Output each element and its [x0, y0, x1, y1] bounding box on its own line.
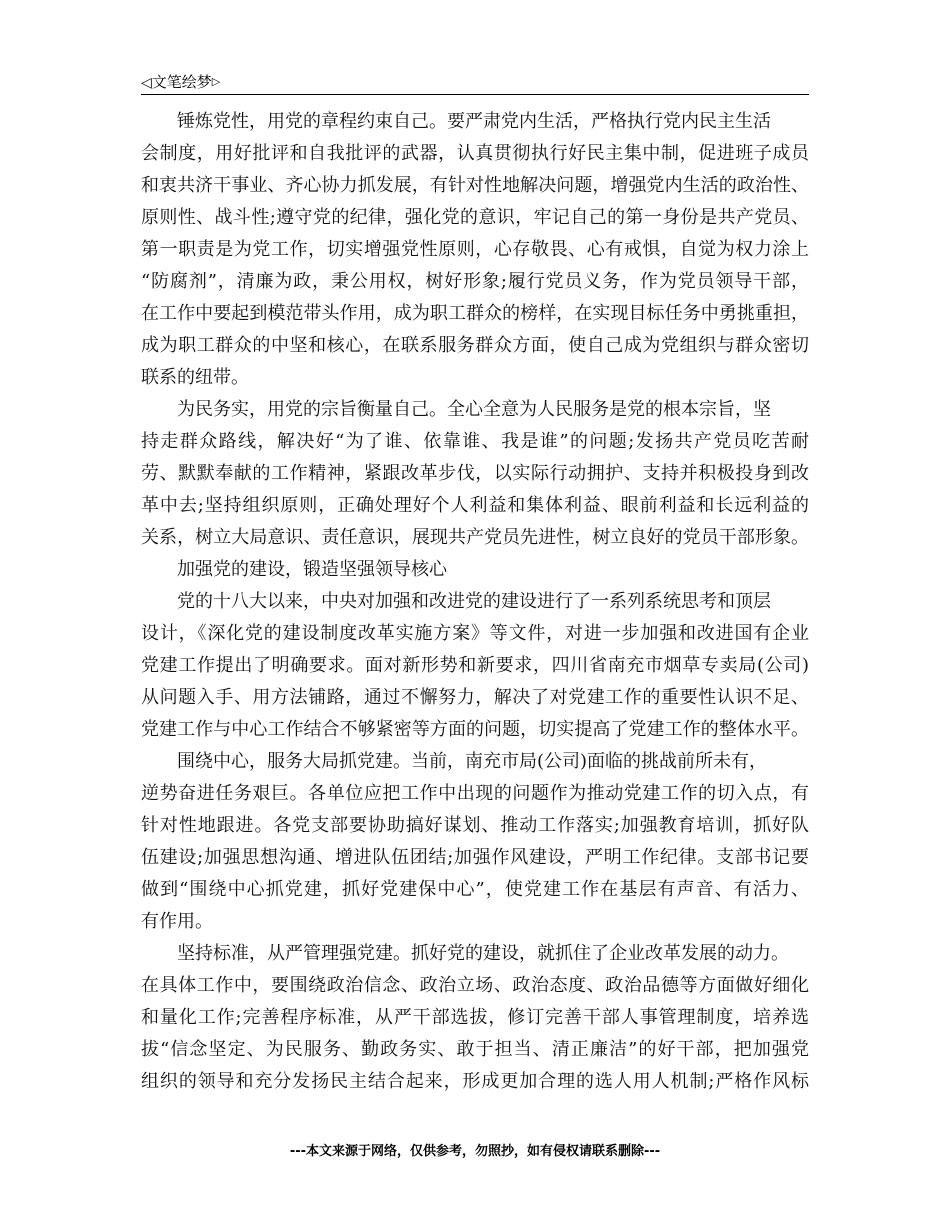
- text-line: “防腐剂”，清廉为政，秉公用权，树好形象;履行党员义务，作为党员领导干部，: [141, 271, 809, 292]
- text-line: 持走群众路线，解决好“为了谁、依靠谁、我是谁”的问题;发扬共产党员吃苦耐: [141, 431, 809, 452]
- text-line: 针对性地跟进。各党支部要协助搞好谋划、推动工作落实;加强教育培训，抓好队: [141, 815, 809, 836]
- text-line: 锤炼党性，用党的章程约束自己。要严肃党内生活，严格执行党内民主生活: [177, 111, 771, 132]
- section-heading: 加强党的建设，锻造坚强领导核心: [177, 559, 447, 580]
- text-line: 和量化工作;完善程序标准，从严干部选拔，修订完善干部人事管理制度，培养选: [141, 1007, 809, 1028]
- text-line: 设计，《深化党的建设制度改革实施方案》等文件，对进一步加强和改进国有企业: [141, 623, 809, 644]
- text-line: 组织的领导和充分发扬民主结合起来，形成更加合理的选人用人机制;严格作风标: [141, 1071, 809, 1092]
- text-line: 第一职责是为党工作，切实增强党性原则，心存敬畏、心有戒惧，自觉为权力涂上: [141, 239, 809, 260]
- header-title: [141, 71, 220, 92]
- text-line: 围绕中心，服务大局抓党建。当前，南充市局(公司)面临的挑战前所未有，: [177, 751, 768, 772]
- text-line: 坚持标准，从严管理强党建。抓好党的建设，就抓住了企业改革发展的动力。: [177, 943, 789, 964]
- text-line: 党建工作与中心工作结合不够紧密等方面的问题，切实提高了党建工作的整体水平。: [141, 719, 809, 740]
- text-line: 原则性、战斗性;遵守党的纪律，强化党的意识，牢记自己的第一身份是共产党员、: [141, 207, 809, 228]
- text-line: 有作用。: [141, 911, 213, 932]
- text-line: 党建工作提出了明确要求。面对新形势和新要求，四川省南充市烟草专卖局(公司): [141, 655, 809, 676]
- text-line: 劳、默默奉献的工作精神，紧跟改革步伐，以实际行动拥护、支持并积极投身到改: [141, 463, 809, 484]
- text-line: 革中去;坚持组织原则，正确处理好个人利益和集体利益、眼前利益和长远利益的: [141, 495, 809, 516]
- text-line: 从问题入手、用方法铺路，通过不懈努力，解决了对党建工作的重要性认识不足、: [141, 687, 809, 708]
- header-divider: [141, 94, 809, 95]
- text-line: 关系，树立大局意识、责任意识，展现共产党员先进性，树立良好的党员干部形象。: [141, 527, 809, 548]
- text-line: 在具体工作中，要围绕政治信念、政治立场、政治态度、政治品德等方面做好细化: [141, 975, 809, 996]
- text-line: 伍建设;加强思想沟通、增进队伍团结;加强作风建设，严明工作纪律。支部书记要: [141, 847, 809, 868]
- text-line: 会制度，用好批评和自我批评的武器，认真贯彻执行好民主集中制，促进班子成员: [141, 143, 809, 164]
- footer-disclaimer: ---本文来源于网络，仅供参考，勿照抄，如有侵权请联系删除---: [289, 1144, 661, 1159]
- right-triangle-icon: ▷: [211, 75, 221, 88]
- text-line: 联系的纽带。: [141, 367, 249, 388]
- header-title-text: 文笔绘梦: [151, 73, 212, 91]
- text-line: 做到“围绕中心抓党建，抓好党建保中心”，使党建工作在基层有声音、有活力、: [141, 879, 809, 900]
- text-line: 逆势奋进任务艰巨。各单位应把工作中出现的问题作为推动党建工作的切入点，有: [141, 783, 809, 804]
- text-line: 拔“信念坚定、为民服务、勤政务实、敢于担当、清正廉洁”的好干部，把加强党: [141, 1039, 809, 1060]
- text-line: 和衷共济干事业、齐心协力抓发展，有针对性地解决问题，增强党内生活的政治性、: [141, 175, 809, 196]
- page-header: [141, 71, 809, 97]
- left-triangle-icon: ◁: [141, 75, 152, 91]
- text-line: 在工作中要起到模范带头作用，成为职工群众的榜样，在实现目标任务中勇挑重担，: [141, 303, 809, 324]
- text-line: 党的十八大以来，中央对加强和改进党的建设进行了一系列系统思考和顶层: [177, 591, 771, 612]
- document-body: [141, 106, 809, 1098]
- text-line: 为民务实，用党的宗旨衡量自己。全心全意为人民服务是党的根本宗旨，坚: [177, 399, 771, 420]
- text-line: 成为职工群众的中坚和核心，在联系服务群众方面，使自己成为党组织与群众密切: [141, 335, 809, 356]
